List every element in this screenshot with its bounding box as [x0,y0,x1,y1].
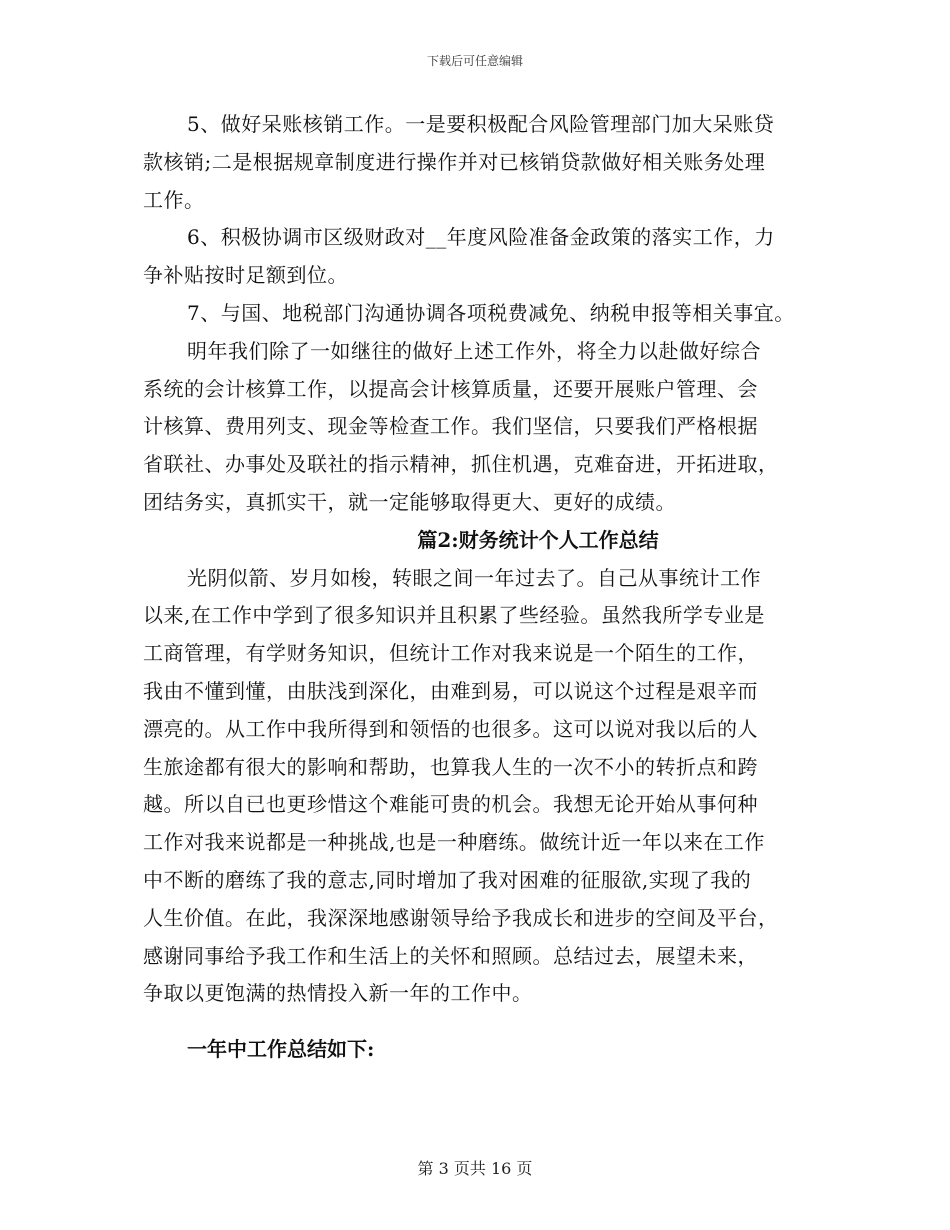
paragraph-line: 款核销;二是根据规章制度进行操作并对已核销贷款做好相关账务处理 [143,149,766,174]
paragraph-line: 工商管理，有学财务知识，但统计工作对我来说是一个陌生的工作， [143,641,758,666]
paragraph-line: 5、做好呆账核销工作。一是要积极配合风险管理部门加大呆账贷 [187,112,775,136]
page-header: 下载后可任意编辑 [426,54,523,68]
paragraph-line: 计核算、费用列支、现金等检查工作。我们坚信，只要我们严格根据 [143,414,758,439]
paragraph-line: 以来,在工作中学到了很多知识并且积累了些经验。虽然我所学专业是 [143,603,765,628]
paragraph-line: 团结务实，真抓实干，就一定能够取得更大、更好的成绩。 [143,489,676,514]
paragraph-line: 漂亮的。从工作中我所得到和领悟的也很多。这可以说对我以后的人 [143,716,758,741]
section-title: 篇2:财务统计个人工作总结 [417,527,659,552]
paragraph-line: 争取以更饱满的热情投入新一年的工作中。 [143,981,533,1006]
subheading: 一年中工作总结如下: [187,1037,375,1062]
paragraph-line: 工作对我来说都是一种挑战,也是一种磨练。做统计近一年以来在工作 [143,830,765,855]
paragraph-line: 系统的会计核算工作，以提高会计核算质量，还要开展账户管理、会 [143,376,758,401]
paragraph-line: 省联社、办事处及联社的指示精神，抓住机遇，克难奋进，开拓进取， [143,452,779,477]
paragraph-line: 越。所以自已也更珍惜这个难能可贵的机会。我想无论开始从事何种 [143,792,758,817]
paragraph-line: 感谢同事给予我工作和生活上的关怀和照顾。总结过去，展望未来， [143,943,758,968]
paragraph-line: 争补贴按时足额到位。 [143,263,348,288]
paragraph-line: 光阴似箭、岁月如梭，转眼之间一年过去了。自己从事统计工作 [187,565,761,590]
paragraph-line: 6、积极协调市区级财政对__年度风险准备金政策的落实工作，力 [187,225,775,250]
document-body [143,106,833,1069]
paragraph-line: 中不断的磨练了我的意志,同时增加了我对困难的征服欲,实现了我的 [143,867,752,892]
paragraph-line: 我由不懂到懂，由肤浅到深化，由难到易，可以说这个过程是艰辛而 [143,678,758,703]
page-footer: 第 3 页共 16 页 [417,1159,533,1178]
paragraph-line: 生旅途都有很大的影响和帮助，也算我人生的一次不小的转折点和跨 [143,754,758,779]
paragraph-line: 人生价值。在此，我深深地感谢领导给予我成长和进步的空间及平台， [143,905,779,930]
paragraph-line: 7、与国、地税部门沟通协调各项税费减免、纳税申报等相关事宜。 [187,300,795,325]
paragraph-line: 工作。 [143,187,205,212]
paragraph-line: 明年我们除了一如继往的做好上述工作外，将全力以赴做好综合 [187,338,761,363]
